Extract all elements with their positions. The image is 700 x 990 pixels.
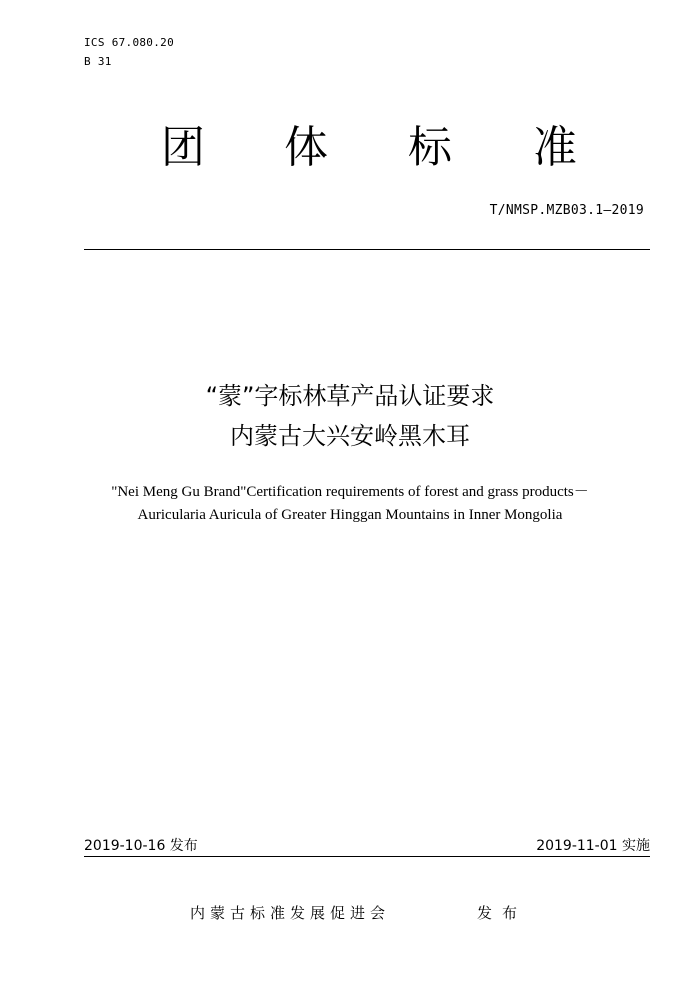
bottom-divider [84,856,650,857]
publish-label: 发布 [477,904,528,922]
document-title-cn-line2: 内蒙古大兴安岭黑木耳 [230,422,470,450]
publisher-row [0,902,700,924]
standard-type-char: 团 [161,122,205,173]
issue-date: 2019-10-16 发布 [84,838,198,854]
standard-number: T/NMSP.MZB03.1—2019 [489,203,644,218]
ccs-code: B 31 [84,55,112,68]
document-title-cn-line1: “蒙”字标林草产品认证要求 [205,382,495,410]
standard-type-char: 标 [408,122,452,173]
standard-type-title [0,118,700,178]
top-divider [84,249,650,250]
document-title-en-line2: Auricularia Auricula of Greater Hinggan Mountains in Inner Mongolia [137,507,563,523]
document-title-en-line1: "Nei Meng Gu Brand"Certification requirements of forest and grass products－ [111,484,589,500]
publisher-name: 内蒙古标准发展促进会 [190,904,391,922]
implementation-date: 2019-11-01 实施 [536,838,650,854]
ics-code: ICS 67.080.20 [84,36,174,49]
standard-type-char: 准 [533,122,577,173]
standard-type-char: 体 [284,122,328,173]
